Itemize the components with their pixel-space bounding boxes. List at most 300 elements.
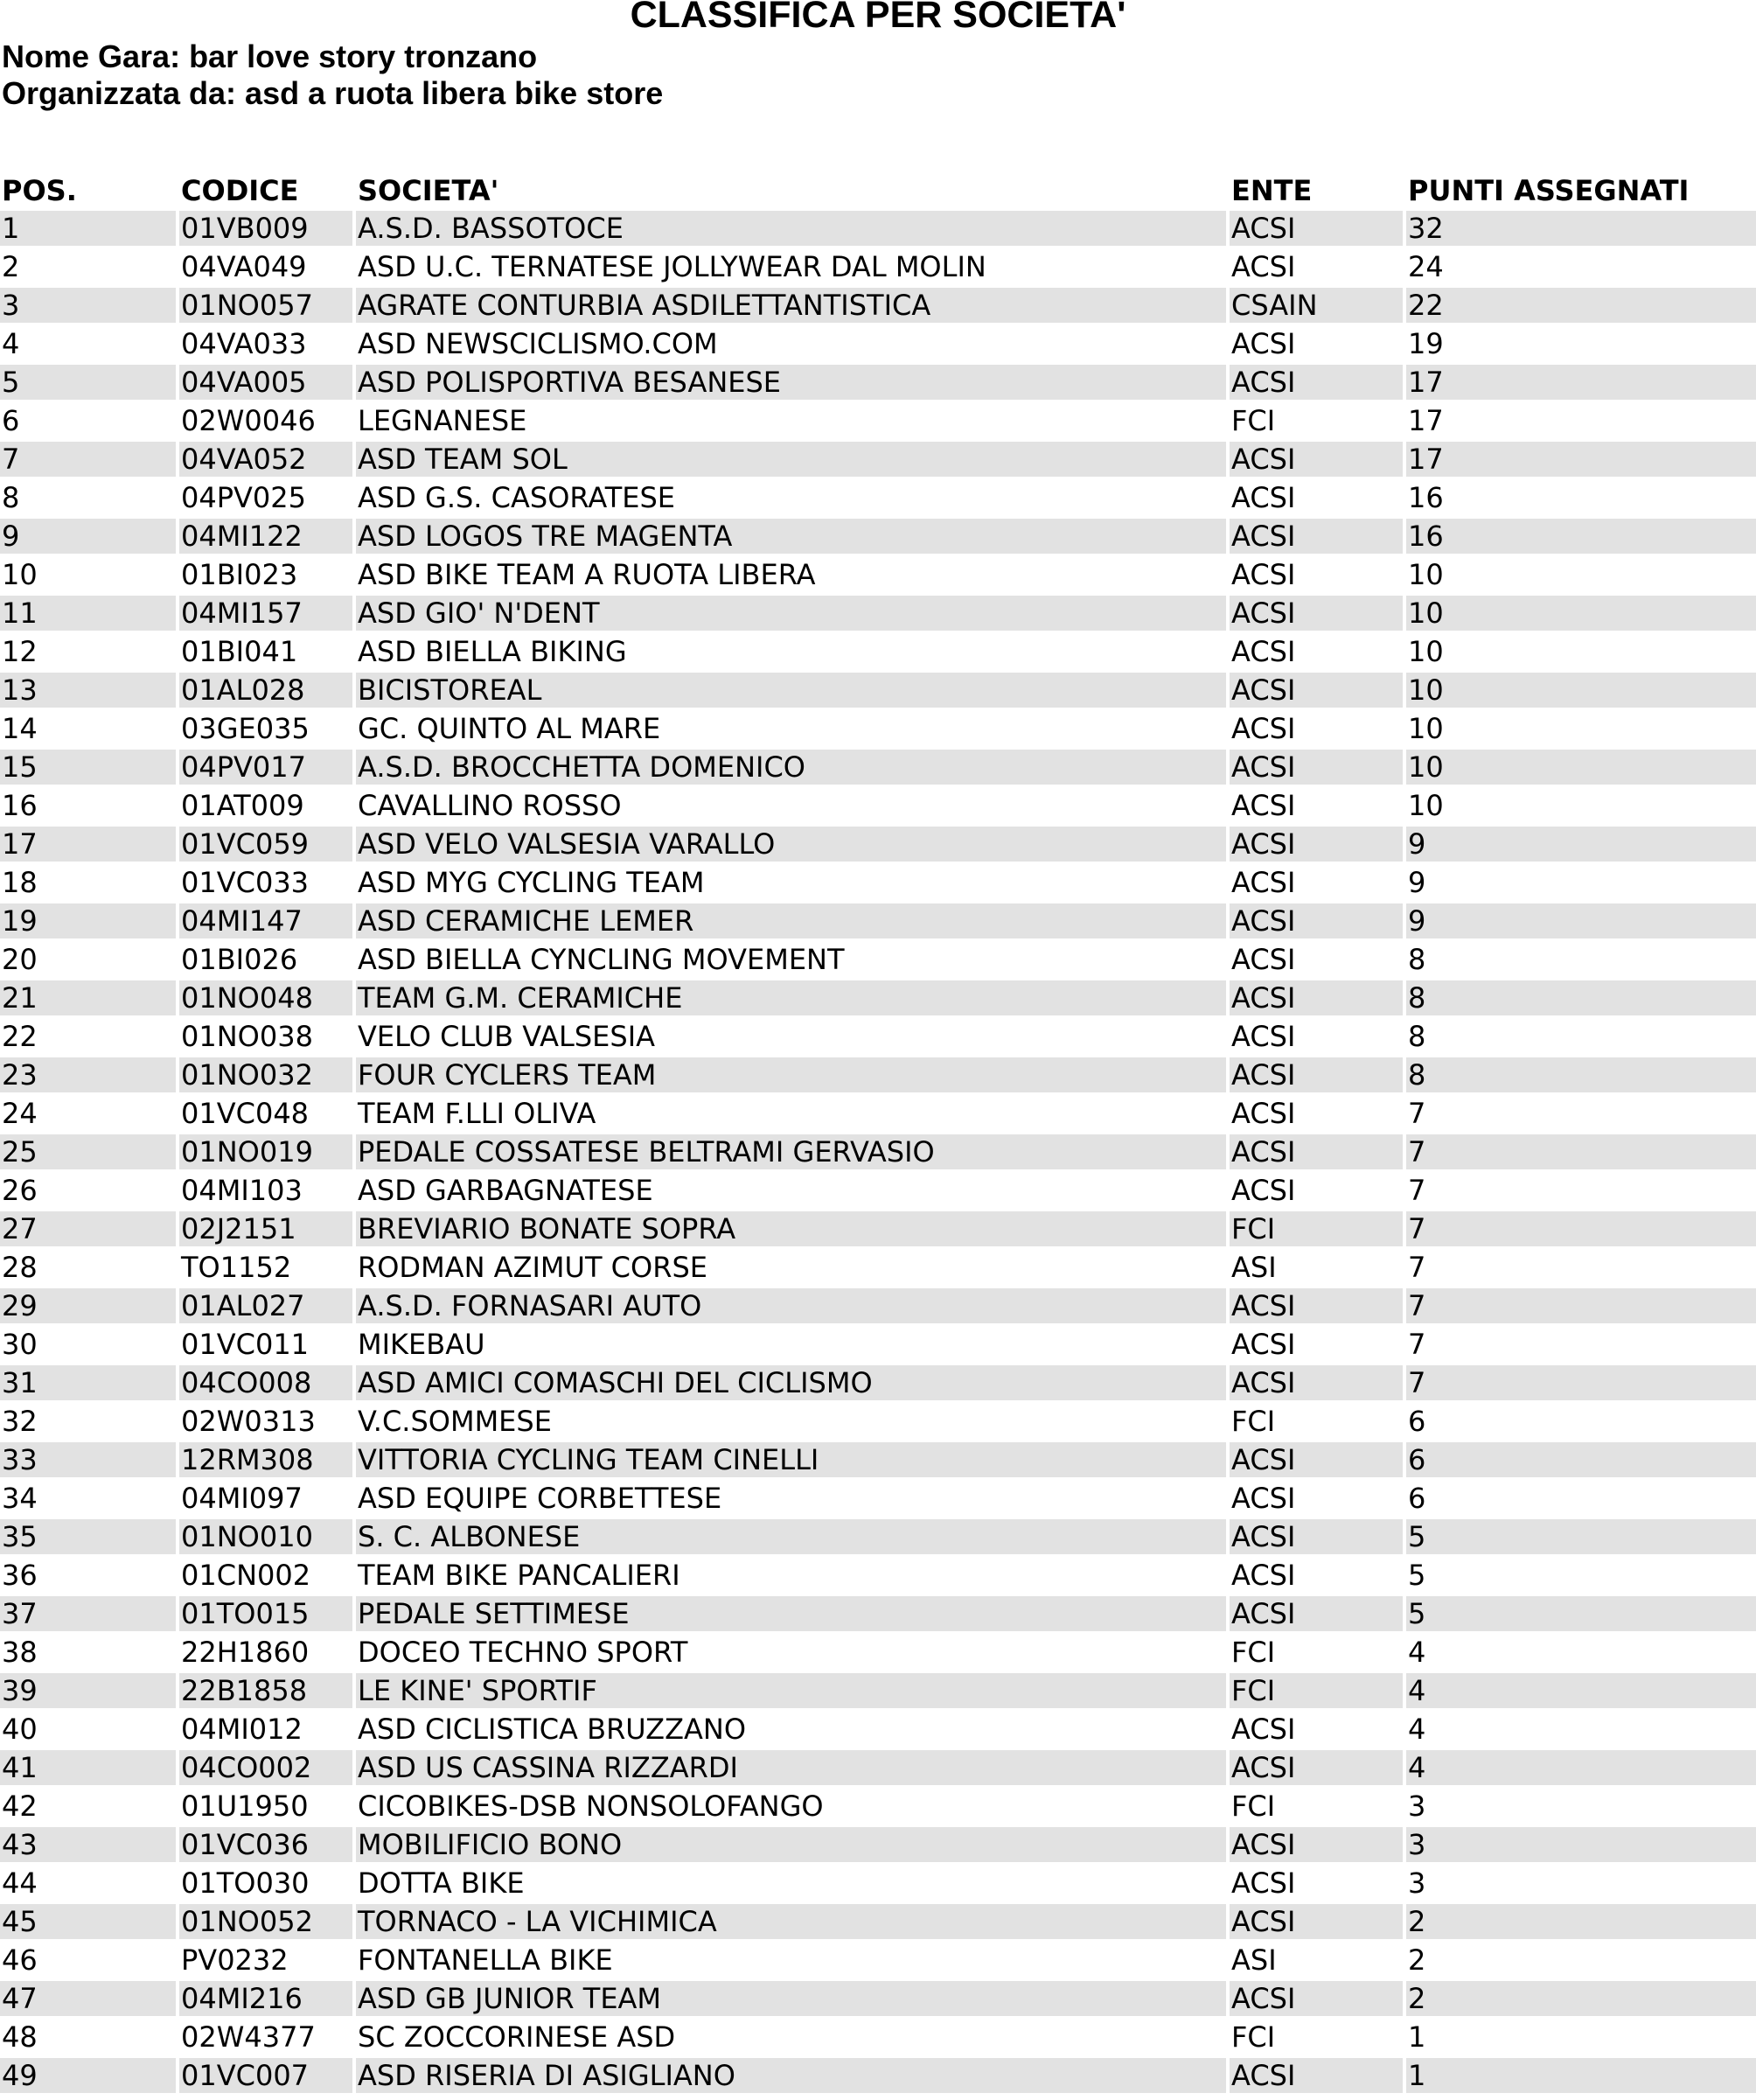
- cell-codice: 22B1858: [179, 1673, 352, 1708]
- cell-punti: 4: [1406, 1750, 1756, 1785]
- cell-pos: 31: [0, 1365, 176, 1400]
- cell-punti: 9: [1406, 827, 1756, 862]
- cell-societa: LE KINE' SPORTIF: [356, 1673, 1226, 1708]
- cell-punti: 6: [1408, 1482, 1426, 1515]
- cell-ente: FCI: [1231, 1636, 1276, 1669]
- table-row: [0, 1748, 1756, 1787]
- table-row: [0, 1594, 1756, 1633]
- cell-societa: FOUR CYCLERS TEAM: [356, 1057, 1226, 1092]
- cell-pos: 41: [0, 1750, 176, 1785]
- cell-ente: ACSI: [1231, 1328, 1296, 1361]
- table-row: [0, 478, 1756, 517]
- cell-codice: 04CO002: [179, 1750, 352, 1785]
- cell-punti: 8: [1406, 1057, 1756, 1092]
- cell-ente: ACSI: [1230, 2058, 1403, 2093]
- cell-ente: ACSI: [1231, 943, 1296, 976]
- cell-punti: 10: [1406, 596, 1756, 631]
- cell-codice: 01BI023: [181, 558, 298, 591]
- cell-codice: 01NO019: [179, 1134, 352, 1169]
- cell-codice: 04PV025: [181, 481, 306, 514]
- cell-punti: 22: [1406, 288, 1756, 323]
- cell-punti: 7: [1408, 1251, 1426, 1284]
- organizer: Organizzata da: asd a ruota libera bike store: [2, 75, 664, 111]
- cell-societa: CAVALLINO ROSSO: [358, 789, 622, 822]
- cell-codice: 01NO032: [179, 1057, 352, 1092]
- cell-codice: 04VA005: [179, 365, 352, 400]
- cell-pos: 28: [2, 1251, 38, 1284]
- cell-codice: 01NO048: [179, 980, 352, 1015]
- table-row: [0, 709, 1756, 748]
- cell-codice: 02W0313: [181, 1405, 316, 1438]
- cell-punti: 7: [1406, 1134, 1756, 1169]
- cell-punti: 4: [1408, 1636, 1426, 1669]
- cell-punti: 5: [1406, 1519, 1756, 1554]
- cell-societa: ASD G.S. CASORATESE: [358, 481, 676, 514]
- cell-punti: 17: [1406, 365, 1756, 400]
- cell-ente: ACSI: [1230, 596, 1403, 631]
- cell-punti: 8: [1408, 943, 1426, 976]
- cell-ente: ACSI: [1231, 866, 1296, 899]
- cell-ente: ACSI: [1231, 327, 1296, 360]
- cell-codice: TO1152: [181, 1251, 292, 1284]
- cell-societa: ASD BIELLA BIKING: [358, 635, 627, 668]
- table-row: [0, 555, 1756, 594]
- table-row: [0, 902, 1756, 940]
- cell-ente: ACSI: [1230, 1596, 1403, 1631]
- cell-societa: ASD GARBAGNATESE: [358, 1174, 653, 1207]
- cell-pos: 26: [2, 1174, 38, 1207]
- cell-punti: 9: [1406, 903, 1756, 938]
- table-row: [0, 594, 1756, 632]
- table-row: [0, 440, 1756, 478]
- cell-codice: 01NO052: [179, 1904, 352, 1939]
- cell-ente: ACSI: [1230, 1442, 1403, 1477]
- cell-pos: 44: [2, 1866, 38, 1900]
- cell-societa: V.C.SOMMESE: [358, 1405, 552, 1438]
- cell-codice: 04VA033: [181, 327, 307, 360]
- cell-pos: 17: [0, 827, 176, 862]
- cell-punti: 10: [1406, 750, 1756, 785]
- table-row: [0, 825, 1756, 863]
- cell-codice: 01VC059: [179, 827, 352, 862]
- table-row: [0, 1941, 1756, 1979]
- cell-pos: 42: [2, 1790, 38, 1823]
- table-row: [0, 2056, 1756, 2095]
- cell-societa: CICOBIKES-DSB NONSOLOFANGO: [358, 1790, 824, 1823]
- cell-pos: 6: [2, 404, 20, 437]
- cell-codice: 01CN002: [181, 1559, 311, 1592]
- table-row: [0, 1210, 1756, 1248]
- cell-pos: 12: [2, 635, 38, 668]
- cell-ente: ACSI: [1230, 211, 1403, 246]
- cell-punti: 16: [1408, 481, 1444, 514]
- cell-punti: 10: [1408, 789, 1444, 822]
- race-name: Nome Gara: bar love story tronzano: [2, 38, 538, 74]
- cell-societa: ASD NEWSCICLISMO.COM: [358, 327, 718, 360]
- table-body: [0, 209, 1756, 2095]
- cell-codice: 02W4377: [181, 2020, 316, 2054]
- cell-codice: 01NO038: [181, 1020, 313, 1053]
- cell-ente: ACSI: [1231, 1174, 1296, 1207]
- cell-punti: 16: [1406, 519, 1756, 554]
- cell-ente: ACSI: [1230, 1827, 1403, 1862]
- cell-codice: PV0232: [181, 1943, 289, 1977]
- cell-societa: TORNACO - LA VICHIMICA: [356, 1904, 1226, 1939]
- table-row: [0, 632, 1756, 671]
- cell-punti: 5: [1406, 1596, 1756, 1631]
- cell-codice: 01VC033: [181, 866, 310, 899]
- cell-societa: ASD BIELLA CYNCLING MOVEMENT: [358, 943, 845, 976]
- cell-societa: VELO CLUB VALSESIA: [358, 1020, 656, 1053]
- cell-ente: FCI: [1231, 1405, 1276, 1438]
- cell-codice: 04MI147: [179, 903, 352, 938]
- cell-codice: 01AT009: [181, 789, 304, 822]
- table-row: [0, 1671, 1756, 1710]
- cell-pos: 11: [0, 596, 176, 631]
- cell-societa: ASD GB JUNIOR TEAM: [356, 1981, 1226, 2016]
- cell-punti: 7: [1408, 1174, 1426, 1207]
- cell-codice: 04MI122: [179, 519, 352, 554]
- cell-societa: ASD GIO' N'DENT: [356, 596, 1226, 631]
- table-header-row: [0, 169, 1756, 209]
- table-row: [0, 979, 1756, 1017]
- cell-ente: ACSI: [1230, 903, 1403, 938]
- cell-punti: 5: [1408, 1559, 1426, 1592]
- cell-codice: 01VC011: [181, 1328, 310, 1361]
- cell-punti: 7: [1406, 1365, 1756, 1400]
- cell-societa: TEAM BIKE PANCALIERI: [358, 1559, 680, 1592]
- table-row: [0, 1017, 1756, 1056]
- cell-codice: 01NO057: [179, 288, 352, 323]
- cell-punti: 2: [1408, 1943, 1426, 1977]
- cell-ente: ACSI: [1231, 558, 1296, 591]
- cell-pos: 35: [0, 1519, 176, 1554]
- cell-codice: 22H1860: [181, 1636, 310, 1669]
- cell-societa: PEDALE COSSATESE BELTRAMI GERVASIO: [356, 1134, 1226, 1169]
- cell-punti: 24: [1408, 250, 1444, 283]
- cell-pos: 49: [0, 2058, 176, 2093]
- cell-pos: 30: [2, 1328, 38, 1361]
- cell-pos: 33: [0, 1442, 176, 1477]
- table-row: [0, 1479, 1756, 1517]
- cell-codice: 01VC048: [181, 1097, 310, 1130]
- cell-codice: 01U1950: [181, 1790, 309, 1823]
- cell-ente: ACSI: [1230, 1057, 1403, 1092]
- cell-pos: 34: [2, 1482, 38, 1515]
- cell-pos: 15: [0, 750, 176, 785]
- cell-pos: 3: [0, 288, 176, 323]
- table-row: [0, 286, 1756, 324]
- cell-ente: ACSI: [1231, 1097, 1296, 1130]
- cell-pos: 39: [0, 1673, 176, 1708]
- cell-ente: ACSI: [1230, 673, 1403, 708]
- cell-codice: 03GE035: [181, 712, 310, 745]
- header-societa: SOCIETA': [358, 174, 499, 207]
- cell-punti: 8: [1406, 980, 1756, 1015]
- cell-codice: 01TO015: [179, 1596, 352, 1631]
- table-row: [0, 786, 1756, 825]
- table-row: [0, 2018, 1756, 2056]
- cell-ente: FCI: [1231, 404, 1276, 437]
- cell-societa: ASD BIKE TEAM A RUOTA LIBERA: [358, 558, 816, 591]
- cell-punti: 1: [1408, 2020, 1426, 2054]
- cell-ente: ACSI: [1231, 1482, 1296, 1515]
- cell-societa: FONTANELLA BIKE: [358, 1943, 613, 1977]
- page-title: CLASSIFICA PER SOCIETA': [630, 0, 1126, 36]
- cell-societa: TEAM G.M. CERAMICHE: [356, 980, 1226, 1015]
- cell-societa: DOTTA BIKE: [358, 1866, 525, 1900]
- cell-ente: FCI: [1230, 1673, 1403, 1708]
- cell-ente: FCI: [1230, 1211, 1403, 1246]
- cell-societa: DOCEO TECHNO SPORT: [358, 1636, 688, 1669]
- table-row: [0, 1248, 1756, 1287]
- cell-punti: 2: [1406, 1981, 1756, 2016]
- table-row: [0, 1287, 1756, 1325]
- header-pos: POS.: [2, 174, 77, 207]
- table-row: [0, 1902, 1756, 1941]
- header-codice: CODICE: [181, 174, 299, 207]
- cell-punti: 6: [1406, 1442, 1756, 1477]
- cell-codice: 01TO030: [181, 1866, 310, 1900]
- cell-codice: 04MI097: [181, 1482, 303, 1515]
- table-row: [0, 363, 1756, 401]
- cell-societa: ASD POLISPORTIVA BESANESE: [356, 365, 1226, 400]
- cell-ente: ACSI: [1231, 1866, 1296, 1900]
- cell-codice: 01VC036: [179, 1827, 352, 1862]
- cell-societa: S. C. ALBONESE: [356, 1519, 1226, 1554]
- cell-ente: ASI: [1231, 1251, 1277, 1284]
- table-row: [0, 401, 1756, 440]
- cell-codice: 02J2151: [179, 1211, 352, 1246]
- cell-societa: ASD U.C. TERNATESE JOLLYWEAR DAL MOLIN: [358, 250, 986, 283]
- cell-pos: 24: [2, 1097, 38, 1130]
- cell-pos: 1: [0, 211, 176, 246]
- cell-punti: 3: [1406, 1827, 1756, 1862]
- cell-pos: 16: [2, 789, 38, 822]
- table-row: [0, 1171, 1756, 1210]
- cell-punti: 7: [1406, 1288, 1756, 1323]
- cell-societa: PEDALE SETTIMESE: [356, 1596, 1226, 1631]
- cell-pos: 7: [0, 442, 176, 477]
- table-row: [0, 1864, 1756, 1902]
- cell-societa: AGRATE CONTURBIA ASDILETTANTISTICA: [356, 288, 1226, 323]
- cell-codice: 01VB009: [179, 211, 352, 246]
- cell-societa: MIKEBAU: [358, 1328, 485, 1361]
- cell-societa: A.S.D. FORNASARI AUTO: [356, 1288, 1226, 1323]
- cell-punti: 10: [1408, 635, 1444, 668]
- cell-pos: 2: [2, 250, 20, 283]
- cell-codice: 01NO010: [179, 1519, 352, 1554]
- cell-codice: 04MI157: [179, 596, 352, 631]
- cell-ente: ACSI: [1230, 827, 1403, 862]
- table-row: [0, 1979, 1756, 2018]
- cell-pos: 9: [0, 519, 176, 554]
- cell-societa: ASD US CASSINA RIZZARDI: [356, 1750, 1226, 1785]
- cell-punti: 4: [1408, 1713, 1426, 1746]
- table-row: [0, 1094, 1756, 1133]
- cell-societa: ASD EQUIPE CORBETTESE: [358, 1482, 722, 1515]
- cell-punti: 4: [1406, 1673, 1756, 1708]
- cell-punti: 1: [1406, 2058, 1756, 2093]
- cell-societa: ASD VELO VALSESIA VARALLO: [356, 827, 1226, 862]
- header-punti: PUNTI ASSEGNATI: [1408, 174, 1690, 207]
- cell-ente: ACSI: [1230, 750, 1403, 785]
- cell-punti: 17: [1408, 404, 1444, 437]
- cell-punti: 6: [1408, 1405, 1426, 1438]
- cell-punti: 10: [1406, 673, 1756, 708]
- cell-codice: 01VC007: [179, 2058, 352, 2093]
- cell-ente: ACSI: [1230, 1981, 1403, 2016]
- cell-punti: 10: [1408, 712, 1444, 745]
- cell-pos: 27: [0, 1211, 176, 1246]
- cell-punti: 3: [1408, 1866, 1426, 1900]
- cell-punti: 7: [1408, 1328, 1426, 1361]
- cell-punti: 2: [1406, 1904, 1756, 1939]
- cell-pos: 10: [2, 558, 38, 591]
- cell-societa: ASD CICLISTICA BRUZZANO: [358, 1713, 747, 1746]
- cell-codice: 01BI026: [181, 943, 298, 976]
- cell-societa: ASD TEAM SOL: [356, 442, 1226, 477]
- cell-ente: ACSI: [1230, 1288, 1403, 1323]
- cell-pos: 25: [0, 1134, 176, 1169]
- cell-societa: A.S.D. BROCCHETTA DOMENICO: [356, 750, 1226, 785]
- cell-societa: ASD CERAMICHE LEMER: [356, 903, 1226, 938]
- cell-ente: ACSI: [1230, 1519, 1403, 1554]
- cell-societa: A.S.D. BASSOTOCE: [356, 211, 1226, 246]
- cell-pos: 18: [2, 866, 38, 899]
- cell-codice: 04PV017: [179, 750, 352, 785]
- cell-societa: BREVIARIO BONATE SOPRA: [356, 1211, 1226, 1246]
- cell-codice: 04MI012: [181, 1713, 303, 1746]
- table-row: [0, 324, 1756, 363]
- cell-societa: SC ZOCCORINESE ASD: [358, 2020, 676, 2054]
- header-ente: ENTE: [1231, 174, 1313, 207]
- cell-codice: 01AL028: [179, 673, 352, 708]
- cell-societa: ASD AMICI COMASCHI DEL CICLISMO: [356, 1365, 1226, 1400]
- cell-codice: 01AL027: [179, 1288, 352, 1323]
- cell-societa: LEGNANESE: [358, 404, 527, 437]
- cell-ente: FCI: [1231, 1790, 1276, 1823]
- cell-ente: ACSI: [1231, 481, 1296, 514]
- table-row: [0, 940, 1756, 979]
- cell-codice: 04MI216: [179, 1981, 352, 2016]
- cell-ente: ACSI: [1231, 635, 1296, 668]
- cell-pos: 43: [0, 1827, 176, 1862]
- table-row: [0, 671, 1756, 709]
- table-row: [0, 748, 1756, 786]
- cell-punti: 19: [1408, 327, 1444, 360]
- table-row: [0, 1402, 1756, 1441]
- cell-pos: 29: [0, 1288, 176, 1323]
- table-row: [0, 1441, 1756, 1479]
- cell-codice: 04MI103: [181, 1174, 303, 1207]
- cell-pos: 5: [0, 365, 176, 400]
- cell-pos: 45: [0, 1904, 176, 1939]
- cell-pos: 22: [2, 1020, 38, 1053]
- table-row: [0, 1633, 1756, 1671]
- cell-pos: 38: [2, 1636, 38, 1669]
- table-row: [0, 1056, 1756, 1094]
- table-row: [0, 863, 1756, 902]
- cell-codice: 12RM308: [179, 1442, 352, 1477]
- table-row: [0, 1787, 1756, 1825]
- cell-pos: 21: [0, 980, 176, 1015]
- table-row: [0, 1556, 1756, 1594]
- cell-pos: 23: [0, 1057, 176, 1092]
- cell-societa: RODMAN AZIMUT CORSE: [358, 1251, 707, 1284]
- cell-pos: 4: [2, 327, 20, 360]
- cell-ente: ACSI: [1230, 980, 1403, 1015]
- table-row: [0, 517, 1756, 555]
- table-row: [0, 1133, 1756, 1171]
- cell-pos: 14: [2, 712, 38, 745]
- cell-ente: ACSI: [1230, 1904, 1403, 1939]
- table-row: [0, 1517, 1756, 1556]
- cell-societa: VITTORIA CYCLING TEAM CINELLI: [356, 1442, 1226, 1477]
- cell-pos: 36: [2, 1559, 38, 1592]
- ranking-table: [0, 169, 1756, 2095]
- cell-societa: ASD MYG CYCLING TEAM: [358, 866, 705, 899]
- cell-ente: ASI: [1231, 1943, 1277, 1977]
- cell-societa: TEAM F.LLI OLIVA: [358, 1097, 596, 1130]
- cell-pos: 13: [0, 673, 176, 708]
- cell-ente: CSAIN: [1230, 288, 1403, 323]
- cell-codice: 02W0046: [181, 404, 316, 437]
- cell-ente: ACSI: [1231, 1559, 1296, 1592]
- cell-punti: 17: [1406, 442, 1756, 477]
- cell-punti: 10: [1408, 558, 1444, 591]
- cell-codice: 04CO008: [179, 1365, 352, 1400]
- cell-ente: ACSI: [1230, 365, 1403, 400]
- cell-punti: 7: [1408, 1097, 1426, 1130]
- cell-punti: 8: [1408, 1020, 1426, 1053]
- cell-punti: 32: [1406, 211, 1756, 246]
- cell-pos: 8: [2, 481, 20, 514]
- cell-ente: ACSI: [1231, 712, 1296, 745]
- cell-ente: ACSI: [1231, 250, 1296, 283]
- table-row: [0, 1710, 1756, 1748]
- cell-punti: 9: [1408, 866, 1426, 899]
- cell-pos: 37: [0, 1596, 176, 1631]
- cell-punti: 7: [1406, 1211, 1756, 1246]
- table-row: [0, 1364, 1756, 1402]
- cell-pos: 40: [2, 1713, 38, 1746]
- cell-codice: 04VA052: [179, 442, 352, 477]
- cell-ente: ACSI: [1230, 1134, 1403, 1169]
- cell-ente: ACSI: [1230, 442, 1403, 477]
- cell-pos: 47: [0, 1981, 176, 2016]
- cell-ente: ACSI: [1230, 1750, 1403, 1785]
- cell-pos: 20: [2, 943, 38, 976]
- cell-societa: ASD LOGOS TRE MAGENTA: [356, 519, 1226, 554]
- cell-ente: ACSI: [1231, 1713, 1296, 1746]
- cell-ente: ACSI: [1231, 789, 1296, 822]
- cell-ente: ACSI: [1230, 519, 1403, 554]
- cell-codice: 04VA049: [181, 250, 307, 283]
- cell-codice: 01BI041: [181, 635, 298, 668]
- cell-pos: 46: [2, 1943, 38, 1977]
- table-row: [0, 1325, 1756, 1364]
- cell-societa: ASD RISERIA DI ASIGLIANO: [356, 2058, 1226, 2093]
- cell-pos: 32: [2, 1405, 38, 1438]
- table-row: [0, 248, 1756, 286]
- cell-societa: BICISTOREAL: [356, 673, 1226, 708]
- cell-ente: ACSI: [1230, 1365, 1403, 1400]
- cell-societa: MOBILIFICIO BONO: [356, 1827, 1226, 1862]
- cell-pos: 48: [2, 2020, 38, 2054]
- cell-punti: 3: [1408, 1790, 1426, 1823]
- cell-ente: ACSI: [1231, 1020, 1296, 1053]
